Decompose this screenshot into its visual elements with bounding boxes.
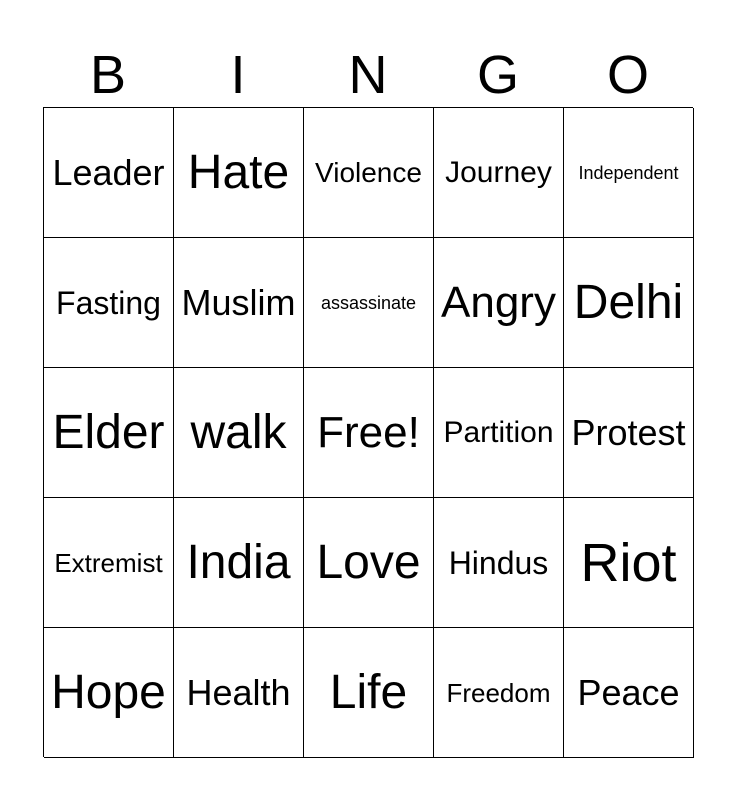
- bingo-cell[interactable]: [564, 498, 694, 628]
- cell-text: Elder: [52, 405, 165, 459]
- bingo-cell[interactable]: [434, 498, 564, 628]
- cell-text: walk: [190, 405, 287, 459]
- bingo-cell[interactable]: [564, 238, 694, 368]
- bingo-cell[interactable]: [44, 108, 174, 238]
- cell-text: Peace: [577, 671, 680, 713]
- bingo-cell[interactable]: [434, 368, 564, 498]
- cell-text: Delhi: [573, 275, 684, 329]
- bingo-cell[interactable]: [174, 238, 304, 368]
- bingo-cell[interactable]: [304, 108, 434, 238]
- cell-text: Hate: [187, 145, 290, 199]
- cell-text: Free!: [317, 407, 420, 457]
- header-letter-b: B: [89, 45, 127, 105]
- cell-text: Leader: [52, 151, 165, 193]
- header-letter-n: N: [348, 45, 388, 105]
- cell-text: Muslim: [181, 281, 296, 323]
- bingo-cell[interactable]: [304, 368, 434, 498]
- cell-text: Partition: [443, 415, 554, 449]
- cell-text: Hindus: [448, 544, 549, 581]
- bingo-cell[interactable]: [434, 108, 564, 238]
- bingo-cell[interactable]: [304, 238, 434, 368]
- cell-text: Violence: [315, 156, 422, 188]
- bingo-cell[interactable]: [434, 628, 564, 758]
- bingo-cell[interactable]: [304, 628, 434, 758]
- cell-text: Health: [186, 671, 291, 713]
- bingo-cell[interactable]: [174, 368, 304, 498]
- cell-text: India: [186, 535, 291, 589]
- cell-text: Love: [316, 535, 421, 589]
- bingo-header: [43, 42, 693, 108]
- bingo-cell[interactable]: [564, 628, 694, 758]
- bingo-cell[interactable]: [44, 628, 174, 758]
- cell-text: Journey: [445, 155, 552, 189]
- cell-text: Riot: [580, 532, 677, 593]
- cell-text: Extremist: [54, 547, 163, 578]
- bingo-cell[interactable]: [304, 498, 434, 628]
- bingo-cell[interactable]: [44, 498, 174, 628]
- cell-text: Angry: [441, 277, 556, 327]
- cell-text: Life: [329, 665, 408, 719]
- cell-text: Fasting: [56, 284, 161, 321]
- cell-text: assassinate: [320, 292, 417, 313]
- cell-text: Protest: [571, 411, 686, 453]
- cell-text: Independent: [578, 162, 679, 183]
- cell-text: Freedom: [446, 677, 551, 708]
- bingo-cell[interactable]: [174, 498, 304, 628]
- bingo-cell[interactable]: [434, 238, 564, 368]
- bingo-board: [43, 107, 693, 757]
- bingo-cell[interactable]: [44, 238, 174, 368]
- bingo-cell[interactable]: [174, 628, 304, 758]
- bingo-cell[interactable]: [564, 108, 694, 238]
- header-letter-o: O: [606, 45, 649, 105]
- bingo-cell[interactable]: [564, 368, 694, 498]
- bingo-cell[interactable]: [44, 368, 174, 498]
- cell-text: Hope: [51, 665, 166, 719]
- bingo-cell[interactable]: [174, 108, 304, 238]
- header-letter-g: G: [476, 45, 519, 105]
- header-letter-i: I: [230, 45, 246, 105]
